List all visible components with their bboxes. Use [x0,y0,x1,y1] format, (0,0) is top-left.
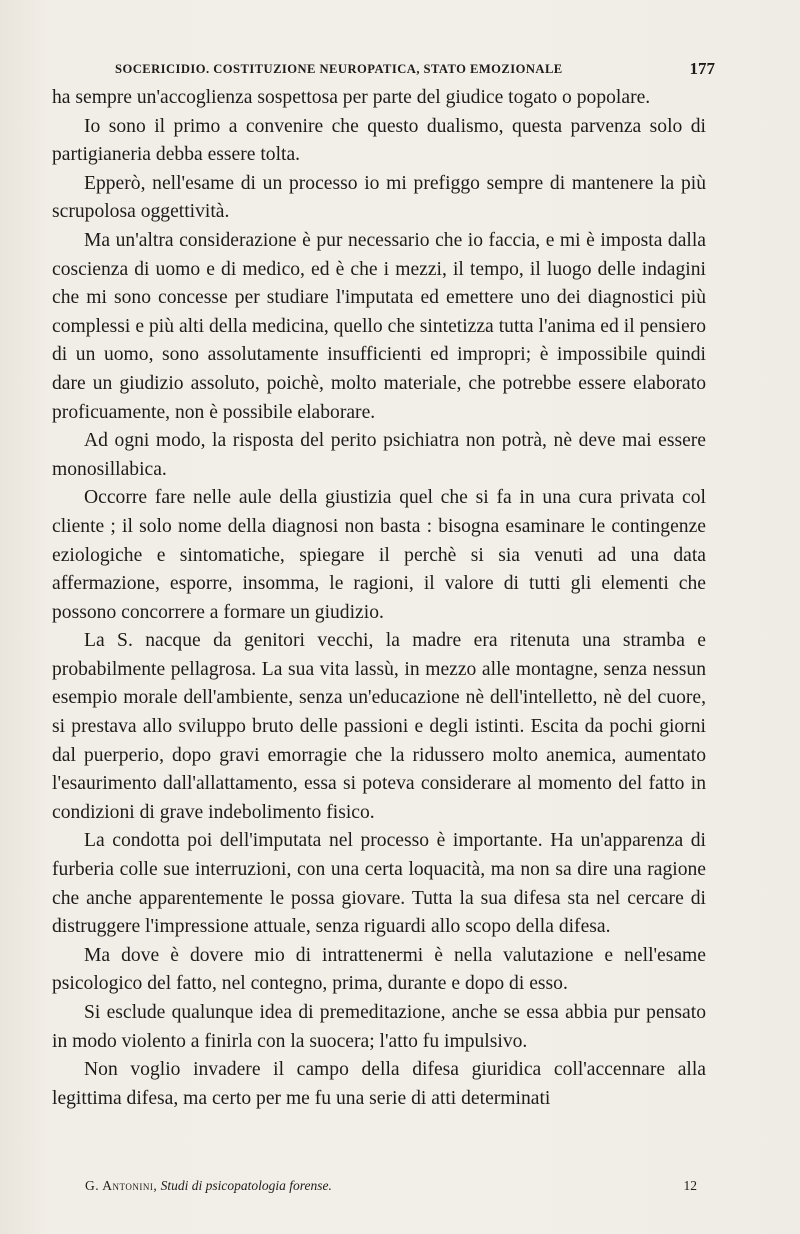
paragraph: La S. nacque da genitori vecchi, la madre era ritenuta una stramba e probabilmente pellagrosa. La sua vita lassù, in mezzo alle montagne, senza nessun esempio morale dell'ambiente, senza un'educazione nè dell'intelletto, nè del cuore, si prestava allo sviluppo bruto delle passioni e degli istinti. Escita da pochi giorni dal puerperio, dopo gravi emorragie che la ridussero molto anemica, aumentato l'esaurimento dall'allattamento, essa si poteva considerare al momento del fatto in condizioni di grave indebolimento fisico. [52,630,706,823]
running-header [115,59,715,84]
signature-mark: 12 [683,1178,697,1193]
paragraph: Ma un'altra considerazione è pur necessario che io faccia, e mi è imposta dalla coscienza di uomo e di medico, ed è che i mezzi, il tempo, il luogo delle indagini che mi sono concesse per studiare l'imputata ed emettere uno dei diagnostici più complessi e più alti della medicina, quello che sintetizza tutta l'anima ed il pensiero di un uomo, sono assolutamente insufficienti ed impropri; è impossibile quindi dare un giudizio assoluto, poichè, molto materiale, che potrebbe essere elaborato proficuamente, non è possibile elaborare. [52,229,706,423]
paragraph: Non voglio invadere il campo della difesa giuridica coll'accennare alla legittima difesa, ma certo per me fu una serie di atti determinati [52,1059,706,1109]
paragraph: Si esclude qualunque idea di premeditazione, anche se essa abbia pur pensato in modo violento a finirla con la suocera; l'atto fu impulsivo. [52,1002,706,1052]
paragraph: Occorre fare nelle aule della giustizia quel che si fa in una cura privata col cliente ; il solo nome della diagnosi non basta : bisogna esaminare le contingenze eziologiche e sintomatiche, spiegare il perchè si sia venuti ad una data affermazione, esporre, insomma, le ragioni, il valore di tutti gli elementi che possono concorrere a formare un giudizio. [52,487,706,623]
page-number: 177 [689,59,715,78]
page-footer [85,1178,697,1198]
paragraph: Epperò, nell'esame di un processo io mi prefiggo sempre di mantenere la più scrupolosa oggettività. [52,172,706,223]
running-title: SOCERICIDIO. COSTITUZIONE NEUROPATICA, STATO EMOZIONALE [115,62,563,76]
paragraph: Ad ogni modo, la risposta del perito psichiatra non potrà, nè deve mai essere monosillabica. [52,430,706,480]
footer-credit [85,1178,332,1194]
body-text [52,84,706,1113]
paragraph: Ma dove è dovere mio di intrattenermi è nella valutazione e nell'esame psicologico del fatto, nel contegno, prima, durante e dopo di esso. [52,944,706,995]
paragraph: La condotta poi dell'imputata nel processo è importante. Ha un'apparenza di furberia colle sue interruzioni, con una certa loquacità, ma non sa dire una ragione che anche apparentemente le possa giovare. Tutta la sua difesa sta nel cercare di distruggere l'impressione attuale, senza riguardi allo scopo della difesa. [52,830,706,938]
footer-author: G. Antonini, [85,1178,158,1193]
paragraph: Io sono il primo a convenire che questo dualismo, questa parvenza solo di partigianeria debba essere tolta. [52,115,706,166]
footer-book-title: Studi di psicopatologia forense. [160,1178,332,1193]
paragraph: ha sempre un'accoglienza sospettosa per parte del giudice togato o popolare. [52,87,651,108]
